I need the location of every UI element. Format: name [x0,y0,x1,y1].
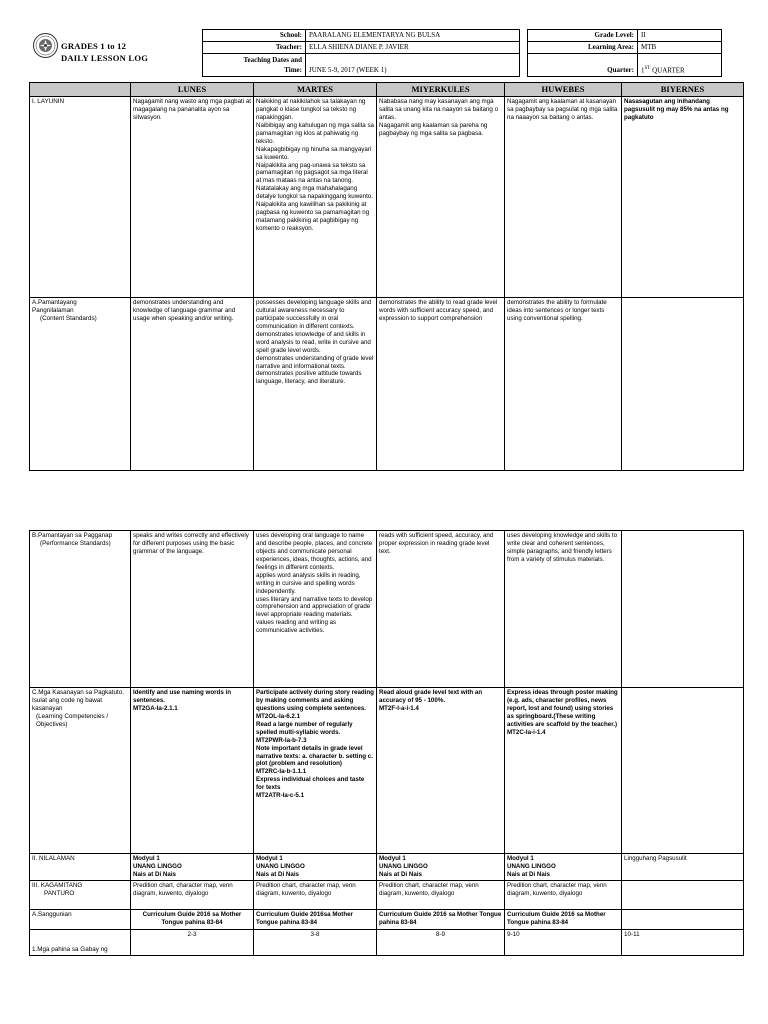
gabay-miyerkules: 8-9 [377,930,505,956]
content-miyerkules: demonstrates the ability to read grade level words with sufficient accuracy speed, and expression to support comprehension [377,298,505,471]
layunin-huwebes: Nagagamit ang kaalaman at kasanayan sa pagbaybay sa pagsulat ng mga salita na naaayon sa baitang o antas. [505,97,622,298]
content-huwebes: demonstrates the ability to formulate ideas into sentences or longer texts using conventional spelling. [505,298,622,471]
nilalaman-martes: Modyul 1 UNANG LINGGO Nais at Di Nais [254,854,377,881]
performance-biyernes [622,531,744,688]
nilalaman-huwebes: Modyul 1 UNANG LINGGO Nais at Di Nais [505,854,622,881]
day-lunes: LUNES [131,83,254,97]
content-standards-row [30,298,744,471]
quarter-value: 1ST QUARTER [638,53,722,76]
competencies-biyernes [622,688,744,854]
sanggunian-huwebes: Curriculum Guide 2016 sa Mother Tongue pahina 83-84 [505,910,622,930]
sanggunian-lunes: Curriculum Guide 2016 sa Mother Tongue pahina 83-84 [131,910,254,930]
kagamitan-label: III. KAGAMITANG PANTURO [30,881,131,910]
gabay-label: 1.Mga pahina sa Gabay ng [30,930,131,956]
grade-value: II [638,30,722,42]
teacher-value: ELLA SHIENA DIANE P. JAVIER [306,41,520,53]
teacher-label: Teacher: [203,41,306,53]
day-huwebes: HUWEBES [505,83,622,97]
gabay-lunes: 2-3 [131,930,254,956]
content-martes: possesses developing language skills and cultural awareness necessary to participate successfully in oral communication in different contexts. demonstrates knowledge of and skills in word analysis to read, write in cursive and spell grade level words. demonstrates understanding of grade level narrative and informational texts. demonstrates positive attitude towards language, literacy, and literature. [254,298,377,471]
content-biyernes [622,298,744,471]
kagamitan-row [30,881,744,910]
performance-huwebes: uses developing knowledge and skills to write clear and coherent sentences, simple paragraphs, and friendly letters from a variety of stimulus materials. [505,531,622,688]
day-miyerkules: MIYERKULES [377,83,505,97]
nilalaman-row [30,854,744,881]
competencies-row [30,688,744,854]
school-value: PAARALANG ELEMENTARYA NG BULSA [306,30,520,42]
competencies-lunes: Identify and use naming words in sentences. MT2GA-Ia-2.1.1 [131,688,254,854]
performance-label: B.Pamantayan sa Pagganap (Performance Standards) [30,531,131,688]
layunin-label: I. LAYUNIN [30,97,131,298]
kagamitan-miyerkules: Predition chart, character map, venn diagram, kuwento, diyalogo [377,881,505,910]
document-brand [61,40,148,64]
day-biyernes: BIYERNES [622,83,744,97]
performance-miyerkules: reads with sufficient speed, accuracy, and proper expression in reading grade level text. [377,531,505,688]
brand-dll: DAILY LESSON LOG [61,53,149,63]
days-header-row [30,83,744,97]
nilalaman-biyernes: Lingguhang Pagsusulit [622,854,744,881]
lesson-table-top [29,82,744,471]
kagamitan-biyernes [622,881,744,910]
lesson-table-bottom [29,530,744,956]
area-value: MTB [638,41,722,53]
nilalaman-miyerkules: Modyul 1 UNANG LINGGO Nais at Di Nais [377,854,505,881]
dates-value: JUNE 5-9, 2017 (WEEK 1) [306,53,520,76]
day-martes: MARTES [254,83,377,97]
layunin-row [30,97,744,298]
kagamitan-martes: Predition chart, character map, venn diagram, kuwento, diyalogo [254,881,377,910]
content-standards-label: A.Pamantayang Pangnilalaman (Content Standards) [30,298,131,471]
nilalaman-lunes: Modyul 1 UNANG LINGGO Nais at Di Nais [131,854,254,881]
nilalaman-label: II. NILALAMAN [30,854,131,881]
performance-row [30,531,744,688]
sanggunian-label: A.Sanggunian [30,910,131,930]
school-label: School: [203,30,306,42]
performance-lunes: speaks and writes correctly and effectively for different purposes using the basic grammar of the language. [131,531,254,688]
competencies-martes: Participate actively during story reading by making comments and asking questions using complete sentences. MT2OL-Ia-6.2.1 Read a large number of regularly spelled multi-syllabic words. MT2PWR-Ia-b-7.3 Note important details in grade level narrative texts: a. character b. setting c. plot (problem and resolution) MT2RC-Ia-b-1.1.1 Express individual choices and taste for texts MT2ATR-Ia-c-5.1 [254,688,377,854]
gabay-biyernes: 10-11 [622,930,744,956]
quarter-label: Quarter: [528,53,638,76]
performance-martes: uses developing oral language to name and describe people, places, and concrete objects and communicate personal experiences, ideas, thoughts, actions, and feelings in different contexts. applies word analysis skills in reading, writing in cursive and spelling words independently. uses literary and narrative texts to develop comprehension and appreciation of grade level appropriate reading materials. values reading and writing as communicative activities. [254,531,377,688]
brand-grades: GRADES 1 to 12 [61,41,127,51]
competencies-label: C.Mga Kasanayan sa Pagkatuto. Isulat ang code ng bawat kasanayan (Learning Competencies / Objectives) [30,688,131,854]
layunin-miyerkules: Nababasa nang may kasanayan ang mga salita sa unang kita na naayon sa baitang o antas. Nagagamit ang kaalaman sa pareha ng pagbaybay ng mga salita sa pagbasa. [377,97,505,298]
dates-label: Teaching Dates and Time: [203,53,306,76]
competencies-miyerkules: Read aloud grade level text with an accuracy of 95 - 100%. MT2F-I-a-i-1.4 [377,688,505,854]
sanggunian-row [30,910,744,930]
sanggunian-martes: Curriculum Guide 2016sa Mother Tongue pahina 83-84 [254,910,377,930]
layunin-martes: Naikiking at nakikilahok sa talakayan ng pangkat o klase tungkol sa teksto ng napakinggan. Naibibigay ang kahulugan ng mga salita sa pamamagitan ng klos at pahiwatig ng teksto. Nakapagbibigay ng hinuha sa mangyayari sa kuwento. Naipakikita ang pag-unawa sa teksto sa pamamagitan ng pagsagot sa mga literal at mas mataas na antas na tanong. Natatalakay ang mga mahahalagang detalye tungkol sa napakinggang kuwento. Naipakikita ang kawilihan sa pakikinig at pagbasa ng kuwento sa pamamagitan ng matamang pakikinig at pagbibigay ng komento o reaksyon. [254,97,377,298]
gabay-huwebes: 9-10 [505,930,622,956]
gabay-martes: 3-8 [254,930,377,956]
content-lunes: demonstrates understanding and knowledge of language grammar and usage when speaking and/or writing. [131,298,254,471]
header-table [202,29,722,77]
sanggunian-miyerkules: Curriculum Guide 2016 sa Mother Tongue pahina 83-84 [377,910,505,930]
kagamitan-lunes: Predition chart, character map, venn diagram, kuwento, diyalogo [131,881,254,910]
gabay-row [30,930,744,956]
kagamitan-huwebes: Predition chart, character map, venn diagram, kuwento, diyalogo [505,881,622,910]
deped-seal-icon [33,33,58,58]
competencies-huwebes: Express ideas through poster making (e.g. ads, character profiles, news report, lost and found) using stories as springboard.(These writing activities are scaffold by the teacher.) MT2C-Ia-i-1.4 [505,688,622,854]
grade-label: Grade Level: [528,30,638,42]
layunin-lunes: Nagagamit nang wasto ang mga pagbati at magagalang na pananalita ayon sa sitwasyon. [131,97,254,298]
area-label: Learning Area: [528,41,638,53]
layunin-biyernes: Nasasagutan ang inihandang pagsusulit ng may 85% na antas ng pagkatuto [622,97,744,298]
sanggunian-biyernes [622,910,744,930]
